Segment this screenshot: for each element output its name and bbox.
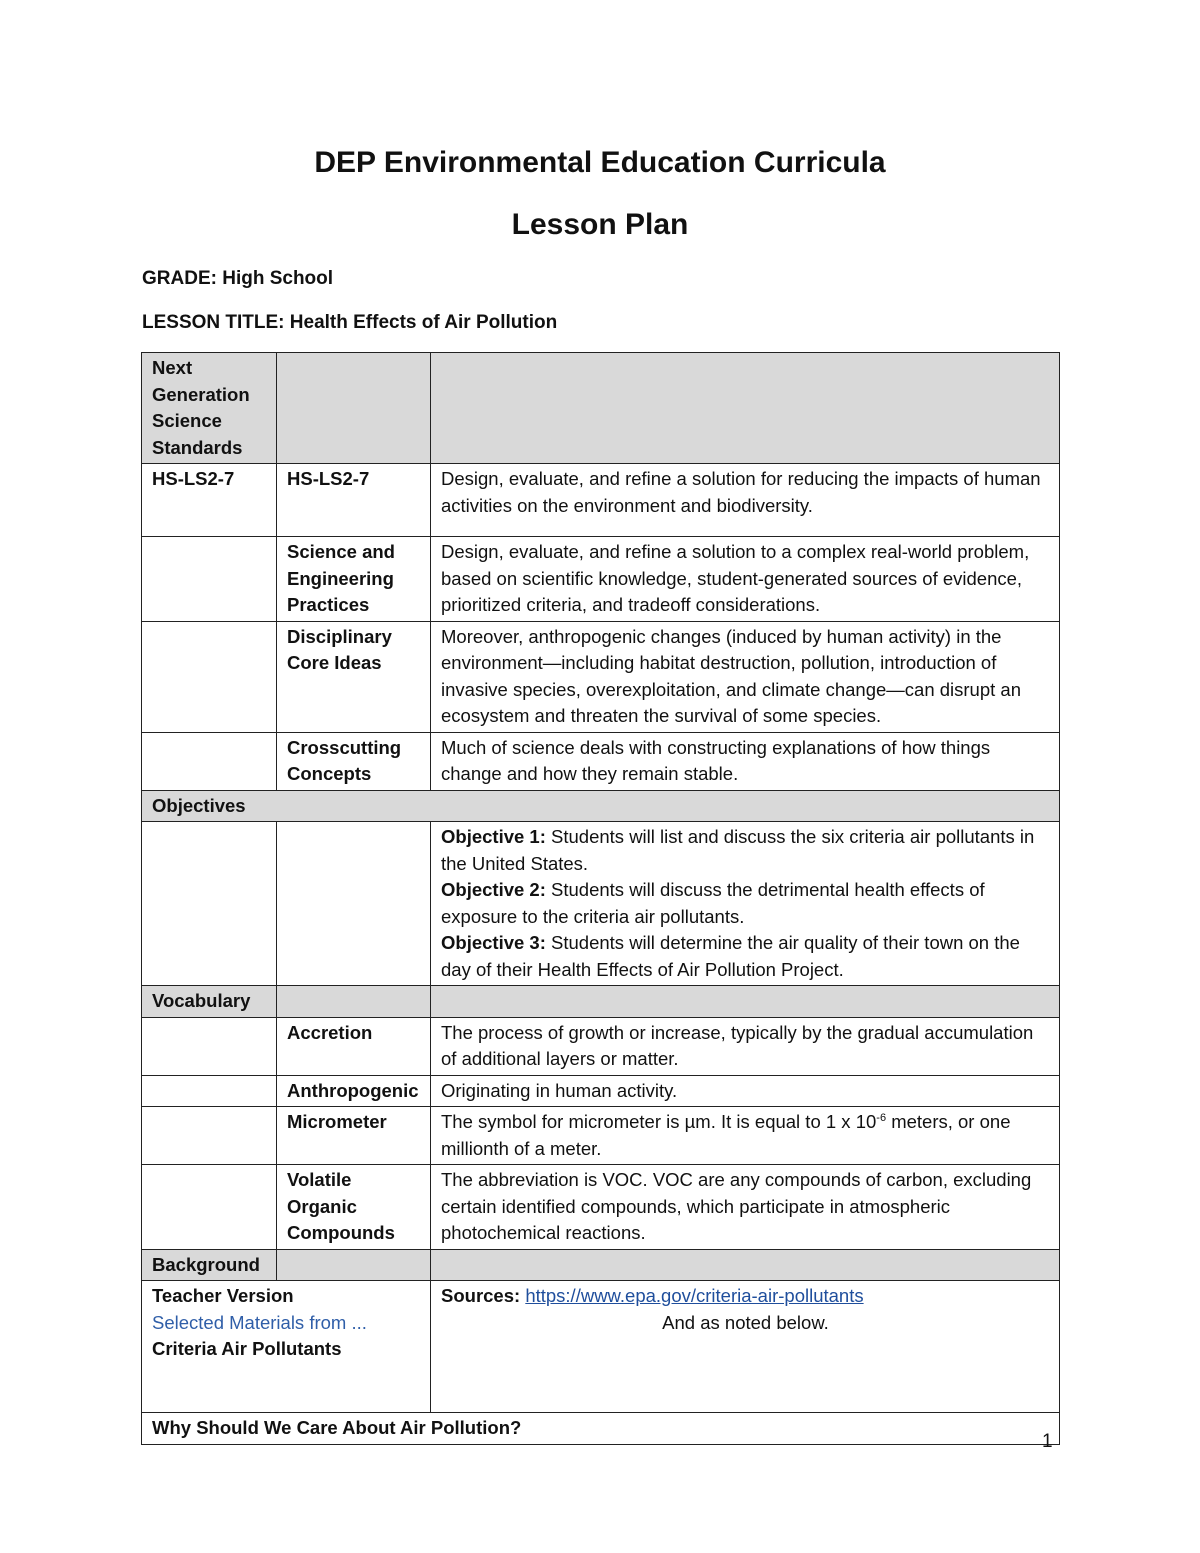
objective-item <box>441 877 1050 930</box>
empty-cell <box>142 1165 277 1250</box>
vocab-term: Anthropogenic <box>277 1075 431 1107</box>
why-care-header: Why Should We Care About Air Pollution? <box>142 1413 1060 1445</box>
table-row <box>142 986 1060 1018</box>
table-row <box>142 621 1060 732</box>
empty-cell <box>142 1107 277 1165</box>
table-row <box>142 1107 1060 1165</box>
selected-materials-link[interactable]: Selected Materials from ... <box>152 1311 367 1333</box>
table-row <box>142 790 1060 822</box>
teacher-version-label: Teacher Version <box>152 1285 294 1306</box>
document-title: DEP Environmental Education Curricula <box>314 146 886 179</box>
standard-code-repeat: HS-LS2-7 <box>277 464 431 537</box>
objective-text: Students will determine the air quality of their town on the day of their Health Effects of Air Pollution Project. <box>441 932 1020 980</box>
standard-description: Design, evaluate, and refine a solution for reducing the impacts of human activities on the environment and biodiversity. <box>431 464 1060 537</box>
micrometer-def-a: The symbol for micrometer is µm. It is equal to 1 x 10 <box>441 1111 877 1132</box>
table-row <box>142 1249 1060 1281</box>
objective-label: Objective 3: <box>441 932 546 953</box>
background-sources-cell <box>431 1281 1060 1413</box>
table-row <box>142 1165 1060 1250</box>
background-teacher-cell <box>142 1281 431 1413</box>
page-number: 1 <box>1042 1431 1053 1452</box>
vocab-term: Volatile Organic Compounds <box>277 1165 431 1250</box>
dci-label: Disciplinary Core Ideas <box>277 621 431 732</box>
vocab-term: Micrometer <box>277 1107 431 1165</box>
empty-cell <box>277 986 431 1018</box>
empty-cell <box>142 1075 277 1107</box>
empty-cell <box>277 822 431 986</box>
objective-item <box>441 824 1050 877</box>
cc-label: Crosscutting Concepts <box>277 732 431 790</box>
table-row <box>142 1075 1060 1107</box>
objective-label: Objective 2: <box>441 879 546 900</box>
table-row <box>142 822 1060 986</box>
standards-header-cell: Next Generation Science Standards <box>142 353 277 464</box>
table-row <box>142 1281 1060 1413</box>
vocab-term: Accretion <box>277 1017 431 1075</box>
sources-note: And as noted below. <box>662 1311 829 1333</box>
vocab-definition: Originating in human activity. <box>431 1075 1060 1107</box>
sep-label: Science and Engineering Practices <box>277 537 431 622</box>
objective-item <box>441 930 1050 983</box>
criteria-pollutants-label: Criteria Air Pollutants <box>152 1338 342 1359</box>
objectives-header: Objectives <box>142 790 1060 822</box>
empty-cell <box>142 822 277 986</box>
empty-cell <box>142 1017 277 1075</box>
vocab-definition: The process of growth or increase, typically by the gradual accumulation of additional layers or matter. <box>431 1017 1060 1075</box>
dci-description: Moreover, anthropogenic changes (induced by human activity) in the environment—including habitat destruction, pollution, introduction of invasive species, overexploitation, and climate change—can disrupt an ecosystem and threaten the survival of some species. <box>431 621 1060 732</box>
objective-label: Objective 1: <box>441 826 546 847</box>
background-header: Background <box>142 1249 277 1281</box>
vocab-definition <box>431 1107 1060 1165</box>
table-row <box>142 1017 1060 1075</box>
empty-cell <box>277 1249 431 1281</box>
empty-cell <box>431 1249 1060 1281</box>
sources-label: Sources: <box>441 1285 521 1306</box>
micrometer-exponent: -6 <box>876 1111 887 1124</box>
table-row <box>142 537 1060 622</box>
micrometer-def-b: meters, or one millionth of a meter. <box>441 1111 1011 1159</box>
sources-line <box>441 1283 1050 1310</box>
table-row <box>142 732 1060 790</box>
vocab-definition: The abbreviation is VOC. VOC are any compounds of carbon, excluding certain identified compounds, which participate in atmospheric photochemical reactions. <box>431 1165 1060 1250</box>
grade-line: GRADE: High School <box>142 268 334 289</box>
cc-description: Much of science deals with constructing explanations of how things change and how they remain stable. <box>431 732 1060 790</box>
sep-description: Design, evaluate, and refine a solution to a complex real-world problem, based on scientific knowledge, student-generated sources of evidence, prioritized criteria, and tradeoff considerations. <box>431 537 1060 622</box>
empty-cell <box>431 986 1060 1018</box>
table-row <box>142 1413 1060 1445</box>
table-row <box>142 464 1060 537</box>
lesson-plan-table <box>141 352 1060 1445</box>
objective-text: Students will list and discuss the six criteria air pollutants in the United States. <box>441 826 1035 874</box>
empty-cell <box>431 353 1060 464</box>
sources-link[interactable]: https://www.epa.gov/criteria-air-pollutants <box>525 1285 864 1306</box>
objective-text: Students will discuss the detrimental health effects of exposure to the criteria air pollutants. <box>441 879 985 927</box>
vocabulary-header: Vocabulary <box>142 986 277 1018</box>
empty-cell <box>142 621 277 732</box>
document-subtitle: Lesson Plan <box>511 208 689 241</box>
lesson-title-line: LESSON TITLE: Health Effects of Air Pollution <box>142 312 558 333</box>
standard-code: HS-LS2-7 <box>142 464 277 537</box>
empty-cell <box>277 353 431 464</box>
empty-cell <box>142 537 277 622</box>
empty-cell <box>142 732 277 790</box>
objectives-list <box>431 822 1060 986</box>
table-row <box>142 353 1060 464</box>
